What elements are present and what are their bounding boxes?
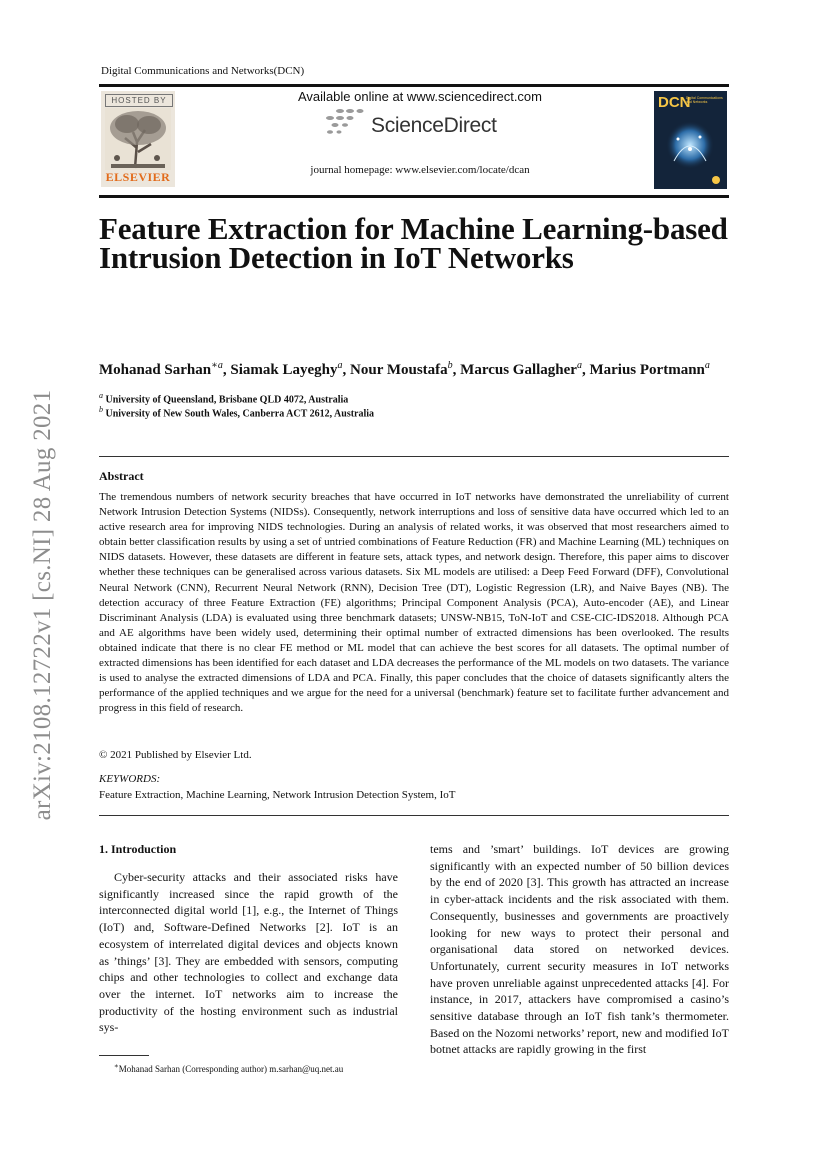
author-name: Marcus Gallagher: [460, 362, 577, 378]
intro-right-column: tems and ’smart’ buildings. IoT devices are growing significantly with an expected number of 50 billion devices by the end of 2020 [3]. This growth has attracted an increase in cyber-attack incidents and the risk associated with them. Consequently, businesses and governments are proactively looking for new ways to protect their personal and organisational data stored on networked devices. Unfortunately, current security measures in IoT networks have proven unreliable against unprecedented attacks [4]. For instance, in 2017, attackers have compromised a casino’s sensitive database through an IoT fish tank’s thermometer. Based on the Nozomi networks’ report, new and modified IoT botnet attacks are rapidly growing in the first: [430, 842, 729, 1057]
author-list: [99, 360, 827, 379]
paper-title: Feature Extraction for Machine Learning-based Intrusion Detection in IoT Networks: [99, 211, 728, 275]
cover-artwork: [654, 91, 727, 189]
keywords-heading: KEYWORDS:: [99, 773, 161, 785]
affiliation-mark: a: [99, 391, 103, 400]
journal-cover: [654, 91, 727, 189]
keywords-text: Feature Extraction, Machine Learning, Network Intrusion Detection System, IoT: [99, 789, 456, 801]
elsevier-wordmark: ELSEVIER: [105, 170, 171, 184]
hosted-by-label: HOSTED BY: [105, 94, 173, 107]
abstract-heading: Abstract: [99, 469, 144, 483]
journal-homepage: journal homepage: www.elsevier.com/locate/dcan: [310, 164, 530, 176]
tree-icon: [105, 108, 171, 170]
arxiv-stamp: [18, 365, 68, 845]
author-name: Nour Moustafa: [350, 362, 448, 378]
author-separator: ,: [452, 362, 461, 378]
footnote-rule: [99, 1055, 149, 1056]
author-affil-mark: b: [447, 360, 453, 371]
author-affil-mark: a: [576, 360, 582, 371]
abstract-bottom-rule: [99, 815, 729, 816]
available-online: Available online at www.sciencedirect.com: [298, 89, 542, 104]
journal-name: Digital Communications and Networks(DCN): [101, 65, 305, 77]
affiliation-text: University of Queensland, Brisbane QLD 4072, Australia: [105, 394, 349, 406]
affiliation-mark: b: [99, 405, 103, 414]
affiliation: [99, 405, 374, 419]
author-name: Mohanad Sarhan: [99, 362, 212, 378]
header-bottom-rule: [99, 195, 729, 198]
author-name: Siamak Layeghy: [230, 362, 338, 378]
abstract-text: The tremendous numbers of network security breaches that have occurred in IoT networks have demonstrated the unreliability of current Network Intrusion Detection Systems (NIDSs). Consequently, network interruptions and loss of sensitive data have occurred which led to an active research area for improving NIDS technologies. During an analysis of related works, it was observed that most researchers aimed to obtain better classification results by using a set of untried combinations of Feature Reduction (FR) and Machine Learning (ML) techniques on NIDS datasets. However, these datasets are different in feature sets, attack types, and network design. Therefore, this paper aims to discover whether these techniques can be generalised across various datasets. Six ML models are utilised: a Deep Feed Forward (DFF), Convolutional Neural Network (CNN), Recurrent Neural Network (RNN), Decision Tree (DT), Logistic Regression (LR), and Naive Bayes (NB). The detection accuracy of three Feature Extraction (FE) algorithms; Principal Component Analysis (PCA), Auto-encoder (AE), and Linear Discriminant Analysis (LDA) is evaluated using three benchmark datasets; UNSW-NB15, ToN-IoT and CSE-CIC-IDS2018. Although PCA and AE algorithms have been widely used, determining their optimal number of extracted dimensions has been overlooked. The results obtained indicate that there is no clear FE method or ML model that can achieve the best scores for all datasets. The optimal number of extracted dimensions has been identified for each dataset and LDA decreases the performance of the ML models on two datasets. The variance is used to analyse the extracted dimensions of LDA and PCA. Finally, this paper concludes that the choice of datasets significantly alters the performance of the applied techniques and we argue for the need for a universal (benchmark) feature set to facilitate further advancement and progress in this field of research.: [99, 491, 729, 715]
section-heading: 1. Introduction: [99, 842, 177, 856]
sciencedirect-wordmark: ScienceDirect: [371, 114, 497, 137]
elsevier-logo: [101, 91, 175, 187]
header-top-rule: [99, 84, 729, 87]
intro-left-column: Cyber-security attacks and their associated risks have significantly increased since the rapid growth of the interconnected digital world [1], e.g., the Internet of Things (IoT) and, Software-Defined Networks [2]. IoT is an ecosystem of interrelated digital devices and objects known as ’things’ [3]. They are embedded with sensors, computing chips and other technologies to collect and exchange data over the internet. IoT networks aim to increase the productivity of the hosting environment such as industrial sys-: [99, 870, 398, 1035]
author-separator: ,: [342, 362, 351, 378]
sciencedirect-dots-icon: [322, 107, 368, 137]
abstract-top-rule: [99, 456, 729, 457]
cover-subtitle: Digital Communications and Networks: [686, 96, 723, 104]
author-name: Marius Portmann: [589, 362, 705, 378]
copyright-notice: © 2021 Published by Elsevier Ltd.: [99, 749, 252, 761]
arxiv-id: arXiv:2108.12722v1 [cs.NI] 28 Aug 2021: [29, 389, 56, 821]
footnote-text: Mohanad Sarhan (Corresponding author) m.sarhan@uq.net.au: [118, 1064, 344, 1074]
footnote-mark: ∗: [114, 1062, 119, 1070]
author-affil-mark: a: [337, 360, 343, 371]
author-separator: ,: [581, 362, 590, 378]
affiliation-text: University of New South Wales, Canberra ACT 2612, Australia: [105, 408, 375, 420]
affiliation: [99, 391, 348, 405]
footnote: [114, 1062, 343, 1074]
cover-title: DCN: [658, 94, 691, 111]
author-affil-mark: ∗a: [211, 360, 223, 371]
author-separator: ,: [222, 362, 231, 378]
author-affil-mark: a: [704, 360, 710, 371]
